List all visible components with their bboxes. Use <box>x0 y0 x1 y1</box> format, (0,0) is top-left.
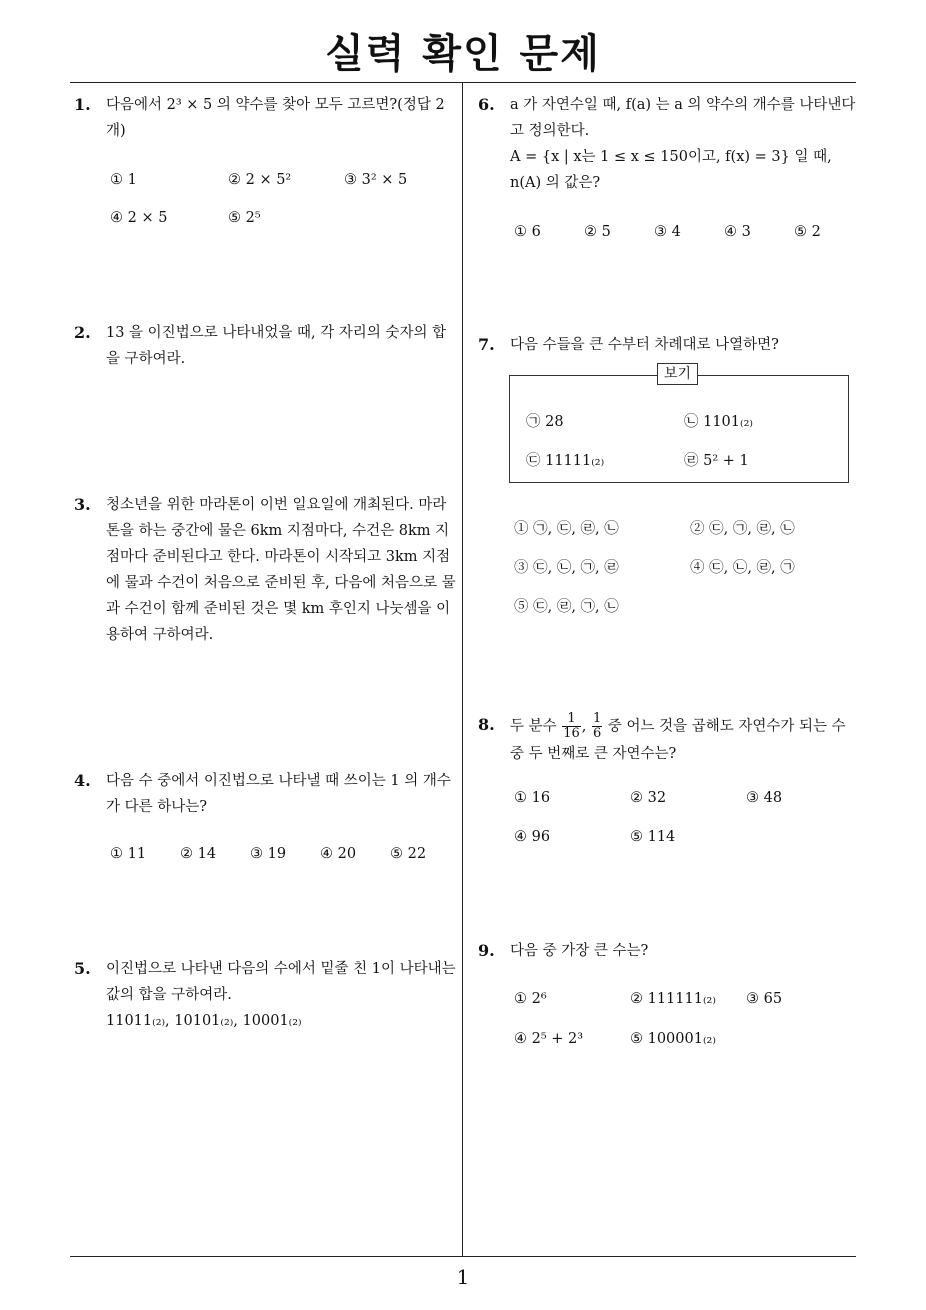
question-4 <box>74 768 456 820</box>
choice-2[interactable]: ② ㉢, ㉠, ㉣, ㉡ <box>690 521 795 537</box>
choice-3[interactable]: ③ 48 <box>746 790 783 806</box>
question-2 <box>74 320 456 372</box>
question-text-a: 두 분수 <box>510 718 557 735</box>
choice-4[interactable]: ④ ㉢, ㉡, ㉣, ㉠ <box>690 560 795 576</box>
example-item: ㉡ 1101₍₂₎ <box>684 414 753 430</box>
choice-2[interactable]: ② 14 <box>180 846 217 862</box>
choice-1[interactable]: ① 11 <box>110 846 147 862</box>
question-1 <box>74 92 456 144</box>
question-number: 7. <box>478 335 495 354</box>
choice-3[interactable]: ③ ㉢, ㉡, ㉠, ㉣ <box>514 560 619 576</box>
question-text: 다음 수 중에서 이진법으로 나타낼 때 쓰이는 1 의 개수가 다른 하나는? <box>106 773 451 815</box>
example-item: ㉠ 28 <box>526 414 564 430</box>
question-number: 5. <box>74 959 91 978</box>
choice-1[interactable]: ① 1 <box>110 172 137 188</box>
question-text: 두 분수 $\frac{1}{16}$ , $\frac{1}{6}$ 중 어느 것을 곱해도 자연수가 되는 수 중 두 번째로 큰 자연수는? <box>510 711 846 762</box>
fraction-denominator: 16 <box>563 726 580 741</box>
binary-numbers: 11011₍₂₎, 10101₍₂₎, 10001₍₂₎ <box>106 1013 302 1029</box>
choice-4[interactable]: ④ 20 <box>320 846 357 862</box>
question-text: 다음 수들을 큰 수부터 차례대로 나열하면? <box>510 337 779 353</box>
question-number: 4. <box>74 771 91 790</box>
question-text: 이진법으로 나타낸 다음의 수에서 밑줄 친 1이 나타내는 값의 합을 구하여라. <box>106 961 456 1003</box>
page-number: 1 <box>456 1265 470 1289</box>
question-6 <box>478 92 858 196</box>
question-number: 3. <box>74 495 91 514</box>
question-text: a 가 자연수일 때, f(a) 는 a 의 약수의 개수를 나타낸다고 정의한다. <box>510 97 856 139</box>
choice-3[interactable]: ③ 19 <box>250 846 287 862</box>
fraction-2 <box>592 712 602 741</box>
choice-3[interactable]: ③ 3² × 5 <box>344 172 408 188</box>
question-text: 청소년을 위한 마라톤이 이번 일요일에 개최된다. 마라톤을 하는 중간에 물은 6km 지점마다, 수건은 8km 지점마다 준비된다고 한다. 마라톤이 시작되고 3km 지점에 물과 수건이 처음으로 준비된 후, 다음에 처음으로 물과 수건이 함께 준비된 것은 몇 km 후인지 나눗셈을 이용하여 구하여라. <box>106 497 456 643</box>
top-rule <box>70 82 856 83</box>
bottom-rule <box>70 1256 856 1257</box>
column-divider <box>462 82 463 1256</box>
question-8 <box>478 712 858 767</box>
page-title: 실력 확인 문제 <box>325 31 601 77</box>
question-text: 13 을 이진법으로 나타내었을 때, 각 자리의 숫자의 합을 구하여라. <box>106 325 447 367</box>
example-item: ㉣ 5² + 1 <box>684 453 749 469</box>
choice-1[interactable]: ① 2⁶ <box>514 991 547 1007</box>
choice-1[interactable]: ① 16 <box>514 790 551 806</box>
choice-5[interactable]: ⑤ 2⁵ <box>228 210 261 226</box>
choice-4[interactable]: ④ 96 <box>514 829 551 845</box>
choice-4[interactable]: ④ 2⁵ + 2³ <box>514 1031 584 1047</box>
question-number: 2. <box>74 323 91 342</box>
choice-5[interactable]: ⑤ 100001₍₂₎ <box>630 1031 716 1047</box>
choice-4[interactable]: ④ 3 <box>724 224 751 240</box>
question-text-b: 중 어느 것을 곱해도 자연수가 되는 수 중 두 번째로 큰 자연수는? <box>510 718 846 762</box>
choice-3[interactable]: ③ 4 <box>654 224 681 240</box>
question-7 <box>478 332 858 358</box>
choice-1[interactable]: ① ㉠, ㉢, ㉣, ㉡ <box>514 521 619 537</box>
question-number: 9. <box>478 941 495 960</box>
choice-5[interactable]: ⑤ 22 <box>390 846 427 862</box>
choice-5[interactable]: ⑤ 114 <box>630 829 676 845</box>
question-9 <box>478 938 858 964</box>
choice-3[interactable]: ③ 65 <box>746 991 783 1007</box>
choice-1[interactable]: ① 6 <box>514 224 541 240</box>
choice-5[interactable]: ⑤ ㉢, ㉣, ㉠, ㉡ <box>514 599 619 615</box>
question-number: 8. <box>478 715 495 734</box>
question-number: 6. <box>478 95 495 114</box>
choice-2[interactable]: ② 111111₍₂₎ <box>630 991 716 1007</box>
fraction-numerator: 1 <box>593 711 602 726</box>
choice-2[interactable]: ② 5 <box>584 224 611 240</box>
question-number: 1. <box>74 95 91 114</box>
question-text: 다음에서 2³ × 5 의 약수를 찾아 모두 고르면?(정답 2개) <box>106 97 445 139</box>
example-item: ㉢ 11111₍₂₎ <box>526 453 605 469</box>
fraction-denominator: 6 <box>593 726 602 741</box>
choice-4[interactable]: ④ 2 × 5 <box>110 210 168 226</box>
question-3 <box>74 492 456 648</box>
choice-5[interactable]: ⑤ 2 <box>794 224 821 240</box>
fraction-1 <box>562 712 581 741</box>
question-text-2: A = {x | x는 1 ≤ x ≤ 150이고, f(x) = 3} 일 때, n(A) 의 값은? <box>510 149 832 191</box>
fraction-numerator: 1 <box>562 712 581 727</box>
question-5 <box>74 956 456 1034</box>
question-text: 다음 중 가장 큰 수는? <box>510 943 649 959</box>
example-box-label: 보기 <box>657 363 698 385</box>
choice-2[interactable]: ② 32 <box>630 790 667 806</box>
choice-2[interactable]: ② 2 × 5² <box>228 172 292 188</box>
